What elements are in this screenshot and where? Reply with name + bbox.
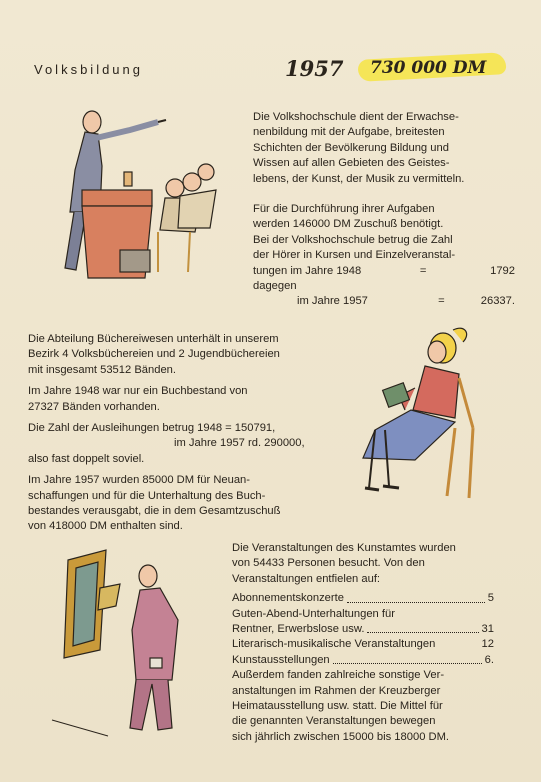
text-line: sich jährlich zwischen 15000 bis 18000 DM. [232, 730, 450, 743]
text-line: Die Volkshochschule dient der Erwachse- [253, 111, 459, 123]
text-line: Heimatausstellung usw. statt. Die Mittel für [232, 700, 443, 713]
reading-woman-illustration [355, 318, 495, 508]
text-line: Für die Durchführung ihrer Aufgaben [253, 203, 435, 215]
event-row [232, 607, 494, 622]
text-line: Außerdem fanden zahlreiche sonstige Ver- [232, 669, 445, 682]
section-library [28, 332, 328, 535]
event-label: Guten-Abend-Unterhaltungen für [232, 607, 395, 620]
text-line: Im Jahre 1948 war nur ein Buchbestand von [28, 385, 248, 398]
text-line: von 54433 Personen besucht. Von den [232, 557, 425, 570]
section-volkshochschule-stats [253, 202, 515, 310]
text-line: Bei der Volkshochschule betrug die Zahl [253, 233, 453, 246]
stat-label: tungen im Jahre 1948 [253, 264, 362, 277]
text-line: der Hörer in Kursen und Einzelveranstal- [253, 249, 456, 262]
text-line: dagegen [253, 280, 297, 293]
lecturer-classroom-illustration [30, 100, 230, 290]
text-line: von 418000 DM enthalten sind. [28, 520, 183, 533]
text-line: also fast doppelt soviel. [28, 452, 145, 465]
event-row [232, 591, 494, 606]
text-line: Die Veranstaltungen des Kunstamtes wurden [232, 542, 456, 554]
event-label: Rentner, Erwerbslose usw. [232, 623, 365, 636]
event-count: 31 [481, 623, 494, 636]
event-label: Literarisch-musikalische Veranstaltungen [232, 638, 436, 651]
text-line: 27327 Bänden vorhanden. [28, 400, 160, 413]
text-line: werden 146000 DM Zuschuß benötigt. [253, 218, 444, 231]
event-count: 6. [484, 653, 494, 666]
stat-row-1948 [253, 264, 515, 279]
stat-label: im Jahre 1957 [297, 295, 368, 308]
stat-equals: = [438, 295, 445, 308]
text-line: nenbildung mit der Aufgabe, breitesten [253, 126, 445, 139]
art-viewer-illustration [48, 540, 218, 740]
budget-amount: 730 000 DM [370, 58, 487, 78]
budget-amount-box [358, 52, 508, 82]
section-intro-text [253, 110, 515, 187]
text-line: Veranstaltungen entfielen auf: [232, 572, 381, 585]
text-line: bestandes verausgabt, die in dem Gesamtzuschuß [28, 505, 281, 518]
event-label: Abonnementskonzerte [232, 592, 344, 605]
text-line: mit insgesamt 53512 Bänden. [28, 363, 177, 376]
text-line: im Jahre 1957 rd. 290000, [174, 437, 305, 450]
stat-equals: = [419, 264, 427, 277]
stat-row-1957 [253, 294, 515, 309]
event-row [232, 637, 494, 652]
stat-value: 26337. [480, 295, 515, 308]
event-row [232, 653, 494, 668]
event-label: Kunstausstellungen [232, 653, 330, 666]
section-kunstamt [232, 541, 494, 745]
text-line: Die Abteilung Büchereiwesen unterhält in unserem [28, 333, 279, 345]
event-count: 12 [481, 638, 494, 651]
text-line: lebens, der Kunst, der Musik zu vermitteln. [253, 172, 465, 185]
text-line: Die Zahl der Ausleihungen betrug 1948 = 150791, [28, 422, 276, 435]
text-line: anstaltungen im Rahmen der Kreuzberger [232, 684, 441, 697]
text-line: Wissen auf allen Gebieten des Geistes- [253, 157, 450, 170]
event-count: 5 [487, 592, 494, 605]
text-line: Bezirk 4 Volksbüchereien und 2 Jugendbüchereien [28, 348, 280, 361]
text-line: Schichten der Bevölkerung Bildung und [253, 141, 449, 154]
text-line: Im Jahre 1957 wurden 85000 DM für Neuan- [28, 474, 251, 487]
text-line: schaffungen und für die Unterhaltung des Buch- [28, 489, 266, 502]
event-row [232, 622, 494, 637]
year-label: 1957 [285, 56, 344, 81]
stat-value: 1792 [490, 264, 515, 277]
text-line: die genannten Veranstaltungen bewegen [232, 715, 436, 728]
section-title: Volksbildung [34, 62, 143, 77]
